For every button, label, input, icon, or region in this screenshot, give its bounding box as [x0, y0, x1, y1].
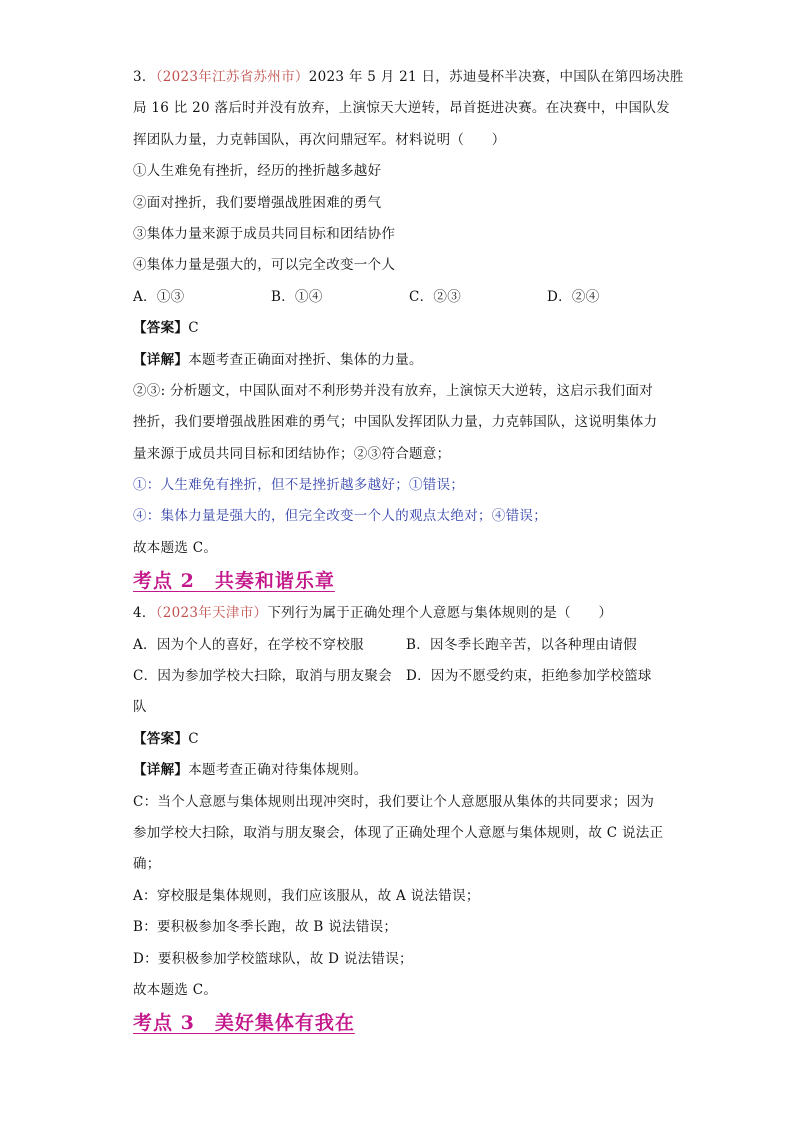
q3-detail-intro: 本题考查正确面对挫折、集体的力量。	[188, 351, 423, 368]
q4-options-row-2	[133, 661, 673, 692]
q3-option-d: D．②④	[547, 288, 600, 305]
q4-conclusion: 故本题选 C。	[133, 981, 218, 998]
q3-statement-4: ④集体力量是强大的，可以完全改变一个人	[133, 257, 396, 274]
q3-answer-value: C	[188, 320, 199, 337]
q3-option-c: C．②③	[409, 288, 462, 305]
q3-answer-label: 【答案】	[133, 320, 189, 337]
q4-detail-intro: 本题考查正确对待集体规则。	[188, 762, 368, 779]
q3-options	[133, 282, 673, 313]
q4-option-d-wrap: 队	[133, 699, 147, 716]
section-2-title: 考点 2 共奏和谐乐章	[133, 570, 335, 593]
q3-detail	[133, 345, 673, 376]
q3-analysis-line-2: 挫折，我们要增强战胜困难的勇气；中国队发挥团队力量，力克韩国队，这说明集体力	[133, 414, 658, 431]
q3-analysis-line-3: 量来源于成员共同目标和团结协作；②③符合题意；	[133, 445, 451, 462]
q3-option-b: B．①④	[271, 288, 323, 305]
q3-stem-line-1	[133, 62, 684, 93]
q3-analysis-line-1: ②③: 分析题文，中国队面对不利形势并没有放弃，上演惊天大逆转，这启示我们面对	[133, 382, 654, 399]
q4-source: （2023年天津市）	[155, 605, 268, 622]
document-page	[133, 62, 684, 1040]
q4-stem	[133, 598, 673, 629]
q3-statement-3: ③集体力量来源于成员共同目标和团结协作	[133, 225, 396, 242]
q3-number: 3．	[133, 69, 156, 85]
q4-answer-label: 【答案】	[133, 730, 189, 747]
q3-wrong-line-2: ④：集体力量是强大的，但完全改变一个人的观点太绝对；④错误；	[133, 508, 547, 525]
q4-option-a: A．因为个人的喜好，在学校不穿校服	[133, 636, 364, 653]
section-3-title: 考点 3 美好集体有我在	[133, 1012, 355, 1035]
q4-answer-value: C	[188, 730, 199, 747]
q3-option-a: A．①③	[133, 288, 185, 305]
q4-option-c: C．因为参加学校大扫除，取消与朋友聚会	[133, 668, 393, 685]
q3-wrong-line-1: ①：人生难免有挫折，但不是挫折越多越好；①错误；	[133, 477, 465, 494]
q4-wrong-line-1: A：穿校服是集体规则，我们应该服从，故 A 说法错误；	[133, 887, 480, 904]
q4-analysis-line-3: 确；	[133, 856, 161, 873]
q3-statement-1: ①人生难免有挫折，经历的挫折越多越好	[133, 163, 382, 180]
q3-stem-line-3: 挥团队力量，力克韩国队，再次问鼎冠军。材料说明（ ）	[133, 131, 506, 148]
q3-source: （2023年江苏省苏州市）	[155, 69, 309, 85]
q4-wrong-line-3: D：要积极参加学校篮球队，故 D 说法错误；	[133, 950, 413, 967]
q3-conclusion: 故本题选 C。	[133, 539, 218, 556]
q4-options-row-1	[133, 630, 673, 661]
q4-analysis-line-1: C：当个人意愿与集体规则出现冲突时，我们要让个人意愿服从集体的共同要求；因为	[133, 793, 655, 810]
q4-option-d: D．因为不愿受约束，拒绝参加学校篮球	[406, 668, 652, 685]
q3-answer	[133, 313, 673, 344]
q4-analysis-line-2: 参加学校大扫除，取消与朋友聚会，体现了正确处理个人意愿与集体规则，故 C 说法正	[133, 824, 664, 841]
q3-statement-2: ②面对挫折，我们要增强战胜困难的勇气	[133, 194, 382, 211]
q3-detail-label: 【详解】	[133, 351, 189, 368]
q4-wrong-line-2: B：要积极参加冬季长跑，故 B 说法错误；	[133, 919, 398, 936]
q4-stem-text: 下列行为属于正确处理个人意愿与集体规则的是（ ）	[267, 605, 613, 622]
q3-stem-line-2: 局 16 比 20 落后时并没有放弃，上演惊天大逆转，昂首挺进决赛。在决赛中，中国队发	[133, 100, 670, 117]
q3-stem-text-1: 2023 年 5 月 21 日，苏迪曼杯半决赛，中国队在第四场决胜	[308, 69, 684, 85]
q4-detail-label: 【详解】	[133, 762, 189, 779]
q4-detail	[133, 755, 673, 786]
q4-answer	[133, 724, 673, 755]
q4-number: 4．	[133, 605, 156, 622]
q4-option-b: B．因冬季长跑辛苦，以各种理由请假	[406, 636, 638, 653]
